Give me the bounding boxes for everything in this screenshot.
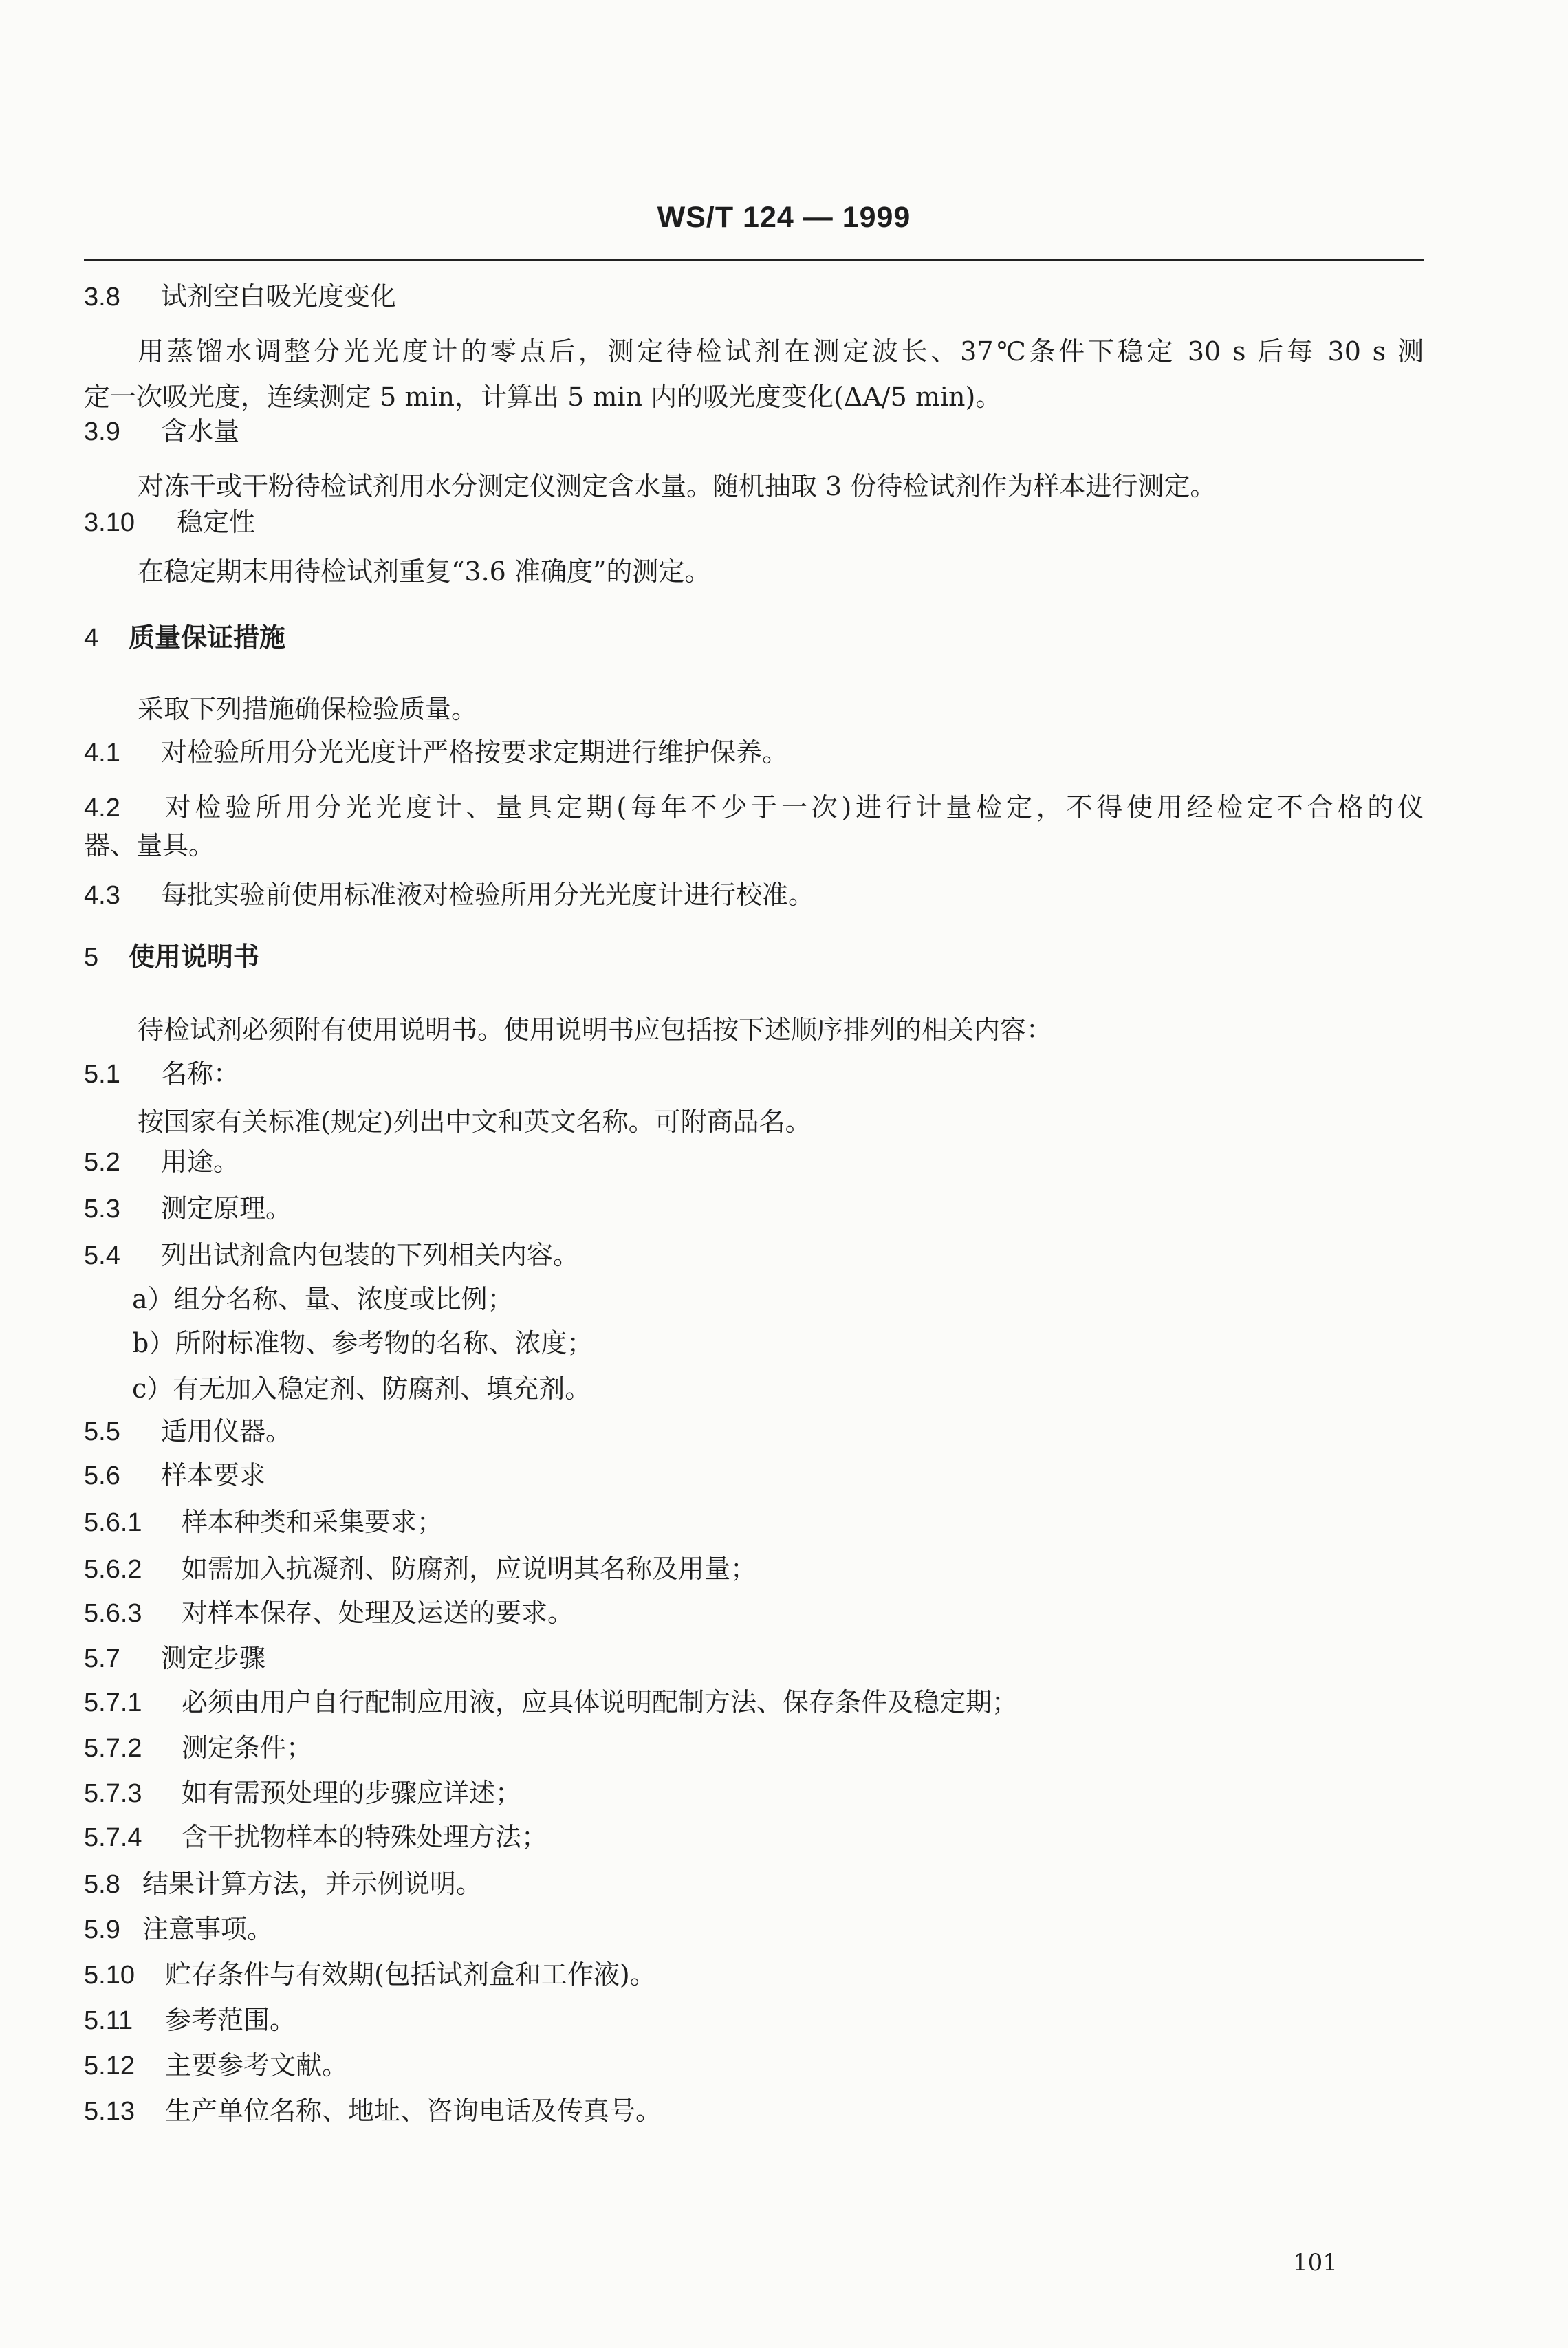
item-5-6: 5.6 样本要求 [84, 1460, 266, 1490]
section-5-heading: 5 使用说明书 [84, 942, 260, 972]
item-5-7-2: 5.7.2 测定条件； [84, 1732, 313, 1763]
page-number: 101 [1293, 2249, 1338, 2276]
list-item: a）组分名称、量、浓度或比例； [132, 1284, 514, 1314]
item-5-11: 5.11 参考范围。 [84, 2005, 296, 2035]
item-4-2: 4.2 对检验所用分光光度计、量具定期(每年不少于一次)进行计量检定，不得使用经检定不合格的仪 [84, 792, 1424, 823]
item-5-6-2: 5.6.2 如需加入抗凝剂、防腐剂，应说明其名称及用量； [84, 1554, 757, 1584]
paragraph: 定一次吸光度，连续测定 5 min，计算出 5 min 内的吸光度变化(ΔA/5 min)。 [84, 382, 1002, 412]
item-5-9: 5.9 注意事项。 [84, 1914, 274, 1944]
section-4-heading: 4 质量保证措施 [84, 622, 286, 653]
item-5-7: 5.7 测定步骤 [84, 1643, 266, 1673]
item-5-3: 5.3 测定原理。 [84, 1193, 292, 1224]
heading-3-9: 3.9 含水量 [84, 416, 240, 446]
item-4-3: 4.3 每批实验前使用标准液对检验所用分光光度计进行校准。 [84, 880, 815, 910]
paragraph: 器、量具。 [84, 830, 215, 860]
paragraph: 采取下列措施确保检验质量。 [138, 694, 478, 724]
heading-3-10: 3.10 稳定性 [84, 507, 256, 537]
item-5-6-1: 5.6.1 样本种类和采集要求； [84, 1507, 444, 1537]
paragraph: 用蒸馏水调整分光光度计的零点后，测定待检试剂在测定波长、37℃条件下稳定 30 s 后每 30 s 测 [138, 336, 1424, 367]
paragraph: 按国家有关标准(规定)列出中文和英文名称。可附商品名。 [138, 1107, 812, 1137]
item-5-10: 5.10 贮存条件与有效期(包括试剂盒和工作液)。 [84, 1959, 656, 1990]
item-5-7-1: 5.7.1 必须由用户自行配制应用液，应具体说明配制方法、保存条件及稳定期； [84, 1687, 1019, 1717]
item-5-6-3: 5.6.3 对样本保存、处理及运送的要求。 [84, 1598, 574, 1628]
item-5-13: 5.13 生产单位名称、地址、咨询电话及传真号。 [84, 2096, 662, 2126]
item-5-1: 5.1 名称： [84, 1058, 240, 1089]
heading-3-8: 3.8 试剂空白吸光度变化 [84, 281, 397, 312]
list-item: b）所附标准物、参考物的名称、浓度； [132, 1328, 594, 1358]
paragraph: 对冻干或干粉待检试剂用水分测定仪测定含水量。随机抽取 3 份待检试剂作为样本进行测定。 [138, 471, 1217, 501]
item-5-12: 5.12 主要参考文献。 [84, 2050, 349, 2080]
document-header: WS/T 124 — 1999 [657, 201, 911, 234]
item-5-8: 5.8 结果计算方法，并示例说明。 [84, 1869, 483, 1899]
item-5-4: 5.4 列出试剂盒内包装的下列相关内容。 [84, 1240, 580, 1270]
item-5-5: 5.5 适用仪器。 [84, 1416, 292, 1446]
list-item: c）有无加入稳定剂、防腐剂、填充剂。 [132, 1373, 591, 1404]
item-5-2: 5.2 用途。 [84, 1146, 240, 1177]
item-4-1: 4.1 对检验所用分光光度计严格按要求定期进行维护保养。 [84, 737, 789, 768]
header-rule [84, 259, 1424, 261]
paragraph: 在稳定期末用待检试剂重复“3.6 准确度”的测定。 [138, 556, 711, 587]
paragraph: 待检试剂必须附有使用说明书。使用说明书应包括按下述顺序排列的相关内容： [138, 1014, 1053, 1045]
item-5-7-4: 5.7.4 含干扰物样本的特殊处理方法； [84, 1822, 548, 1852]
item-5-7-3: 5.7.3 如有需预处理的步骤应详述； [84, 1778, 522, 1808]
